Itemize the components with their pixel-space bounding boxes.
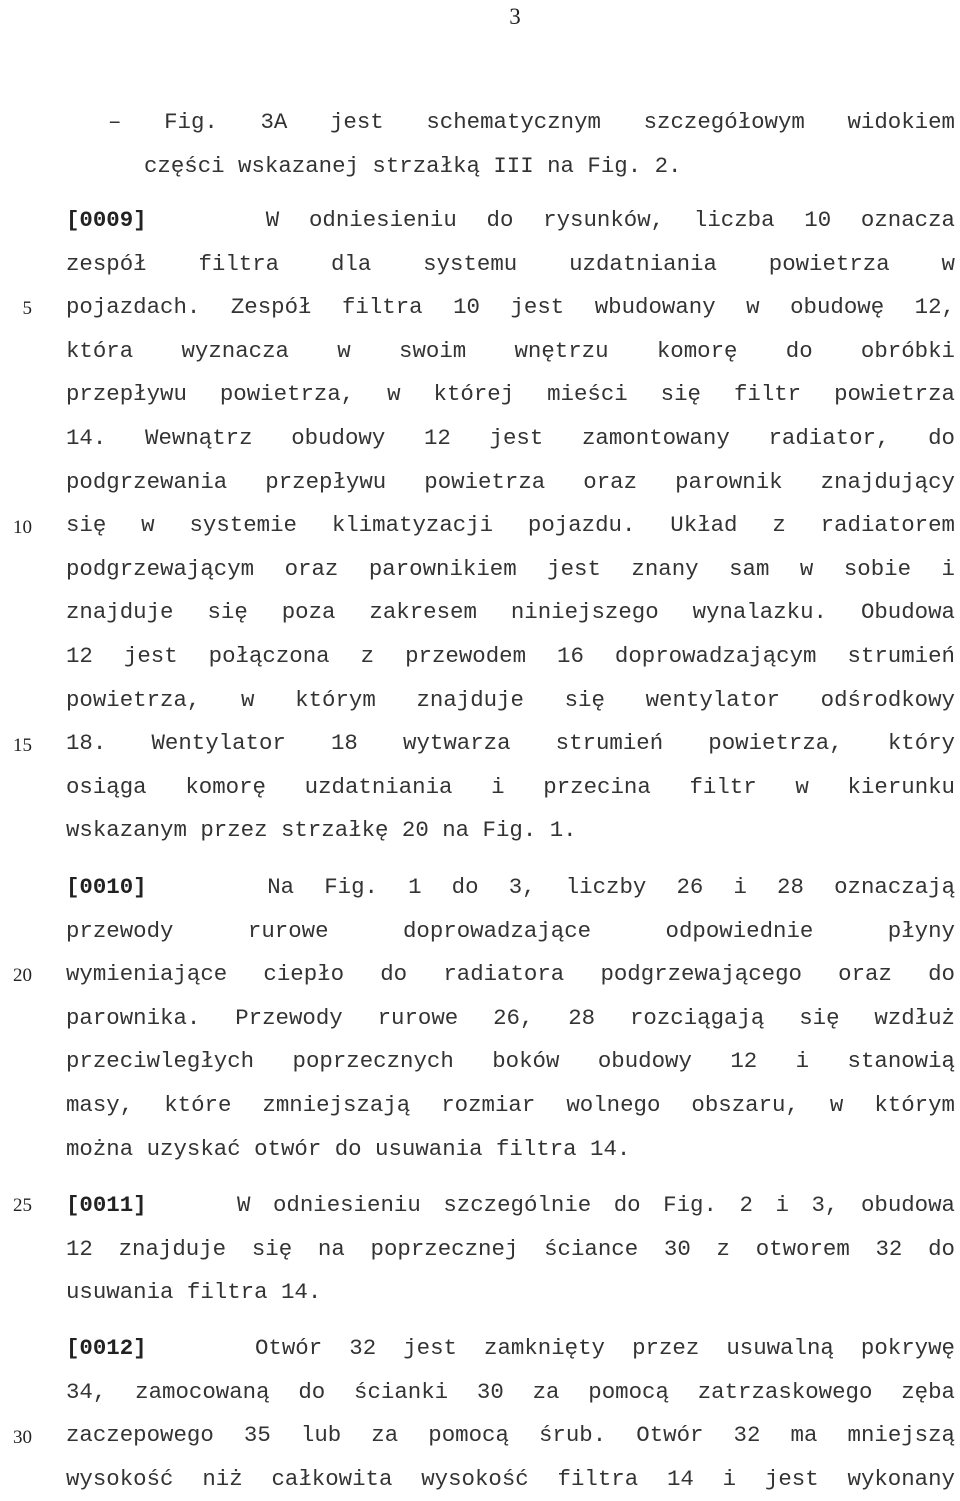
- paragraph-0010: [66, 866, 955, 1171]
- paragraph-line: można uzyskać otwór do usuwania filtra 14.: [66, 1135, 631, 1162]
- paragraph-line: masy, które zmniejszają rozmiar wolnego obszaru, w którym: [66, 1091, 955, 1118]
- paragraph-line: usuwania filtra 14.: [66, 1279, 322, 1306]
- paragraph-line: 18. Wentylator 18 wytwarza strumień powietrza, który: [66, 730, 955, 757]
- paragraph-0012: [66, 1327, 955, 1501]
- paragraph-line: parownika. Przewody rurowe 26, 28 rozciągają się wzdłuż: [66, 1004, 955, 1031]
- fig-item-line: części wskazanej strzałką III na Fig. 2.: [144, 152, 682, 179]
- paragraph-line: zaczepowego 35 lub za pomocą śrub. Otwór 32 ma mniejszą: [66, 1422, 955, 1449]
- paragraph-number: [0009]: [66, 207, 147, 233]
- paragraph-line: podgrzewającym oraz parownikiem jest znany sam w sobie i: [66, 555, 955, 582]
- line-number-15: 15: [13, 735, 32, 756]
- paragraph-line: przeciwległych poprzecznych boków obudowy 12 i stanowią: [66, 1048, 955, 1075]
- paragraph-first-text: Otwór 32 jest zamknięty przez usuwalną pokrywę: [254, 1335, 955, 1361]
- line-number-25: 25: [13, 1195, 32, 1216]
- paragraph-line: przewody rurowe doprowadzające odpowiednie płyny: [66, 917, 955, 944]
- paragraph-line: osiąga komorę uzdatniania i przecina filtr w kierunku: [66, 773, 955, 800]
- paragraph-first-line: [66, 199, 955, 243]
- paragraph-number: [0012]: [66, 1335, 147, 1361]
- paragraph-line: wymieniające ciepło do radiatora podgrzewającego oraz do: [66, 961, 955, 988]
- figure-list-item: [108, 101, 955, 188]
- paragraph-number: [0011]: [66, 1192, 147, 1218]
- line-number-5: 5: [22, 298, 32, 319]
- paragraph-first-line: [66, 1184, 955, 1228]
- paragraph-first-line: [66, 866, 955, 910]
- paragraph-line: wysokość niż całkowita wysokość filtra 14 i jest wykonany: [66, 1465, 955, 1492]
- paragraph-line: 14. Wewnątrz obudowy 12 jest zamontowany radiator, do: [66, 424, 955, 451]
- paragraph-0009: [66, 199, 955, 853]
- paragraph-number: [0010]: [66, 874, 147, 900]
- line-number-10: 10: [13, 517, 32, 538]
- page-number: 3: [509, 4, 521, 29]
- paragraph-line: 12 znajduje się na poprzecznej ściance 30 z otworem 32 do: [66, 1235, 955, 1262]
- paragraph-first-text: Na Fig. 1 do 3, liczby 26 i 28 oznaczają: [267, 874, 955, 900]
- paragraph-line: przepływu powietrza, w której mieści się filtr powietrza: [66, 381, 955, 408]
- paragraph-first-line: [66, 1327, 955, 1371]
- paragraph-line: wskazanym przez strzałkę 20 na Fig. 1.: [66, 817, 577, 844]
- fig-item-line: – Fig. 3A jest schematycznym szczegółowym widokiem: [108, 109, 955, 135]
- line-number-30: 30: [13, 1427, 32, 1448]
- paragraph-line: powietrza, w którym znajduje się wentylator odśrodkowy: [66, 686, 955, 713]
- paragraph-first-text: W odniesieniu szczególnie do Fig. 2 i 3, obudowa: [236, 1192, 955, 1218]
- paragraph-line: się w systemie klimatyzacji pojazdu. Układ z radiatorem: [66, 512, 955, 539]
- paragraph-line: pojazdach. Zespół filtra 10 jest wbudowany w obudowę 12,: [66, 294, 955, 321]
- line-number-20: 20: [13, 965, 32, 986]
- paragraph-line: znajduje się poza zakresem niniejszego wynalazku. Obudowa: [66, 599, 955, 626]
- paragraph-line: która wyznacza w swoim wnętrzu komorę do obróbki: [66, 337, 955, 364]
- paragraph-0011: [66, 1184, 955, 1315]
- paragraph-line: 34, zamocowaną do ścianki 30 za pomocą zatrzaskowego zęba: [66, 1378, 955, 1405]
- paragraph-line: podgrzewania przepływu powietrza oraz parownik znajdujący: [66, 468, 955, 495]
- paragraph-line: 12 jest połączona z przewodem 16 doprowadzającym strumień: [66, 642, 955, 669]
- paragraph-first-text: W odniesieniu do rysunków, liczba 10 oznacza: [265, 207, 955, 233]
- paragraph-line: zespół filtra dla systemu uzdatniania powietrza w: [66, 250, 955, 277]
